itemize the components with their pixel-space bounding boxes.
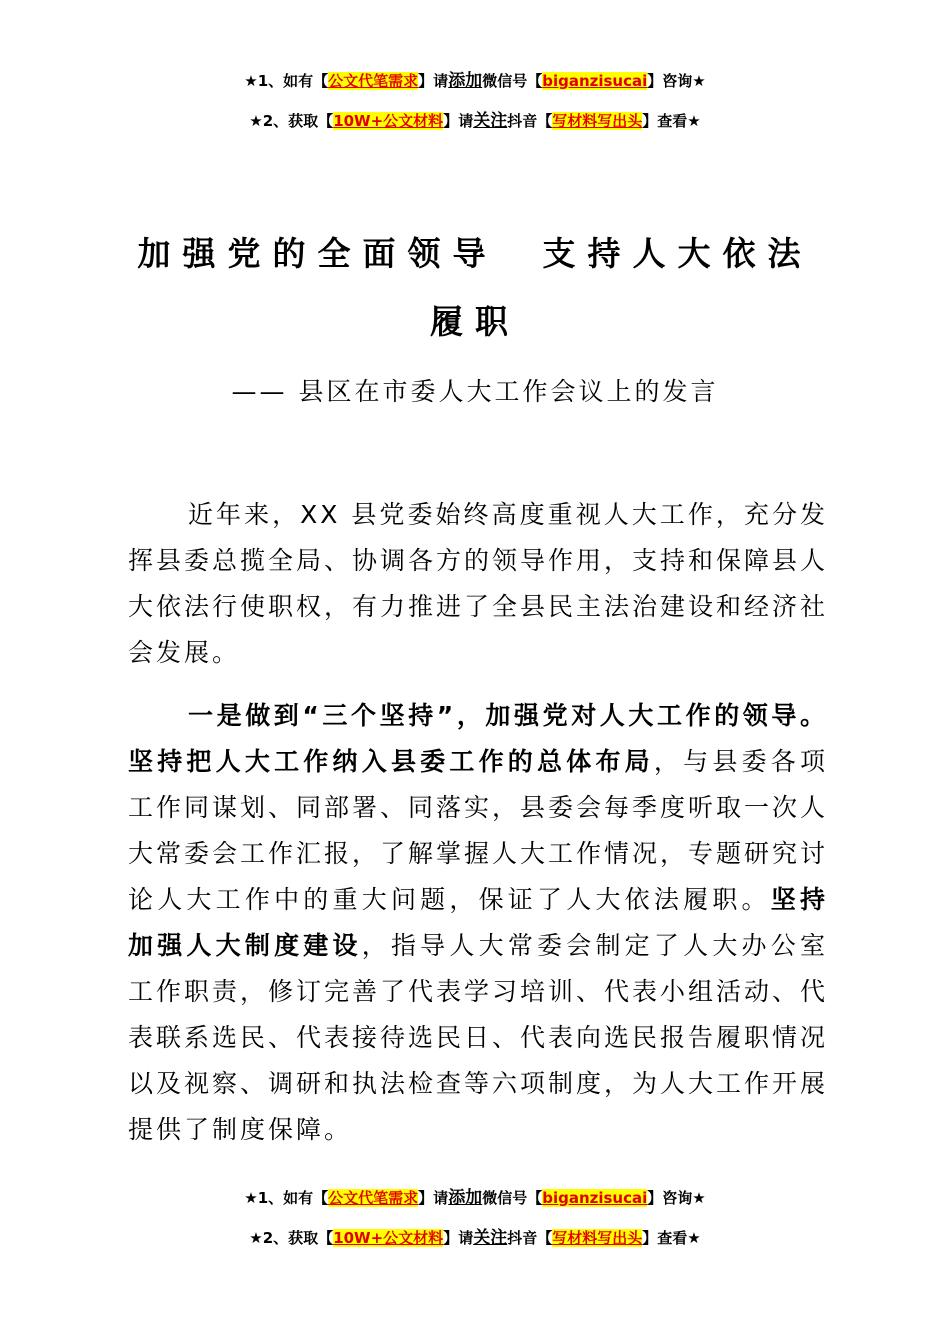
document-title-line2: 履职	[430, 302, 520, 341]
document-subtitle: —— 县区在市委人大工作会议上的发言	[231, 377, 719, 406]
promo-banner-line1-top: ★1、如有【公文代笔需求】请添加微信号【biganzisucai】咨询★	[244, 71, 706, 91]
paragraph-intro: 近年来，XX 县党委始终高度重视人大工作，充分发挥县委总揽全局、协调各方的领导作用，支持和保障县人大依法行使职权，有力推进了全县民主法治建设和经济社会发展。	[128, 500, 829, 667]
highlight-service: 公文代笔需求	[328, 72, 419, 90]
sub-heading-layout: 坚持把人大工作纳入县委工作的总体布局	[128, 747, 654, 776]
promo-banner-line2-top: ★2、获取【10W+公文材料】请关注抖音【写材料写出头】查看★	[249, 111, 701, 131]
sub-heading-system: 坚持加强人大制度建设	[128, 885, 828, 960]
highlight-materials: 10W+公文材料	[333, 112, 444, 130]
highlight-wechat-id: biganzisucai	[542, 72, 648, 90]
point-heading: 一是做到“三个坚持”，加强党对人大工作的领导。	[188, 701, 828, 730]
document-title-line1: 加强党的全面领导 支持人大依法	[137, 234, 813, 273]
promo-banner-line2-bottom: ★2、获取【10W+公文材料】请关注抖音【写材料写出头】查看★	[249, 1228, 701, 1248]
highlight-douyin-id: 写材料写出头	[552, 112, 643, 130]
promo-banner-line1-bottom: ★1、如有【公文代笔需求】请添加微信号【biganzisucai】咨询★	[244, 1188, 706, 1208]
paragraph-point-one: 一是做到“三个坚持”，加强党对人大工作的领导。坚持把人大工作纳入县委工作的总体布局，与县委各项工作同谋划、同部署、同落实，县委会每季度听取一次人大常委会工作汇报，了解掌握人大工作情况，专题研究讨论人大工作中的重大问题，保证了人大依法履职。坚持加强人大制度建设，指导人大常委会制定了人大办公室工作职责，修订完善了代表学习培训、代表小组活动、代表联系选民、代表接待选民日、代表向选民报告履职情况以及视察、调研和执法检查等六项制度，为人大工作开展提供了制度保障。	[128, 701, 829, 1144]
